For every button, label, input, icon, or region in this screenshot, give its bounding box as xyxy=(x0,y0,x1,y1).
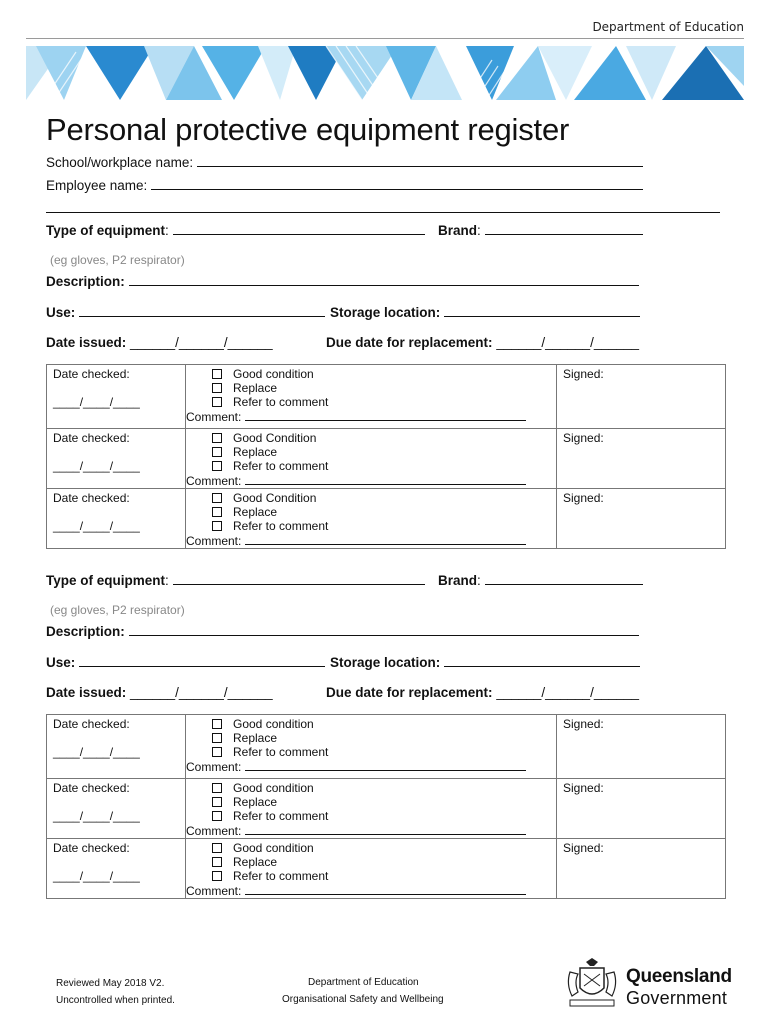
table-row xyxy=(47,715,726,779)
date-checked-label: Date checked: xyxy=(53,781,130,795)
signed-label[interactable]: Signed: xyxy=(563,431,604,445)
table-row xyxy=(47,429,726,489)
comment-field[interactable] xyxy=(186,473,550,488)
option-replace[interactable] xyxy=(186,445,550,459)
comment-label: Comment: xyxy=(186,474,242,488)
date-checked-label: Date checked: xyxy=(53,841,130,855)
option-label: Refer to comment xyxy=(233,395,329,409)
coat-of-arms-icon xyxy=(564,958,620,1010)
equipment-hint: (eg gloves, P2 respirator) xyxy=(50,603,185,617)
description-input-line[interactable] xyxy=(129,623,639,636)
employee-input-line[interactable] xyxy=(151,177,643,190)
comment-field[interactable] xyxy=(186,409,550,424)
checkbox-icon[interactable] xyxy=(212,857,222,867)
option-label: Refer to comment xyxy=(233,809,329,823)
inspection-table-1 xyxy=(46,364,726,549)
checkbox-icon[interactable] xyxy=(212,871,222,881)
decorative-banner xyxy=(26,46,744,100)
option-label: Refer to comment xyxy=(233,869,329,883)
comment-label: Comment: xyxy=(186,410,242,424)
option-label: Replace xyxy=(233,855,278,869)
brand-field-2[interactable]: Brand: xyxy=(438,572,643,588)
footer-department: Department of Education xyxy=(308,977,419,988)
checkbox-icon[interactable] xyxy=(212,783,222,793)
date-issued-field-1[interactable] xyxy=(46,335,273,350)
footer-unit: Organisational Safety and Wellbeing xyxy=(282,994,444,1005)
description-label: Description: xyxy=(46,274,125,289)
use-input-line[interactable] xyxy=(79,654,325,667)
option-replace[interactable] xyxy=(186,795,550,809)
footer-reviewed: Reviewed May 2018 V2. xyxy=(56,978,165,989)
description-label: Description: xyxy=(46,624,125,639)
date-checked-blank[interactable]: ____/____/____ xyxy=(53,869,140,883)
employee-name-field[interactable] xyxy=(46,177,643,193)
storage-label: Storage location: xyxy=(330,305,441,320)
option-label: Refer to comment xyxy=(233,519,329,533)
description-input-line[interactable] xyxy=(129,273,639,286)
option-refer[interactable] xyxy=(186,395,550,409)
date-checked-blank[interactable]: ____/____/____ xyxy=(53,395,140,409)
checkbox-icon[interactable] xyxy=(212,433,222,443)
option-label: Replace xyxy=(233,445,278,459)
brand-label: Brand xyxy=(438,223,478,238)
date-issued-label: Date issued: xyxy=(46,685,127,700)
date-checked-blank[interactable]: ____/____/____ xyxy=(53,745,140,759)
due-date-label: Due date for replacement: xyxy=(326,685,493,700)
comment-field[interactable] xyxy=(186,883,550,898)
school-label: School/workplace name: xyxy=(46,155,194,170)
table-row xyxy=(47,365,726,429)
option-label: Replace xyxy=(233,381,278,395)
checkbox-icon[interactable] xyxy=(212,507,222,517)
page-title: Personal protective equipment register xyxy=(46,112,570,147)
option-replace[interactable] xyxy=(186,381,550,395)
date-checked-blank[interactable]: ____/____/____ xyxy=(53,809,140,823)
comment-field[interactable] xyxy=(186,533,550,548)
option-good[interactable] xyxy=(186,717,550,731)
option-label: Good condition xyxy=(233,717,314,731)
comment-line[interactable] xyxy=(245,409,526,421)
checkbox-icon[interactable] xyxy=(212,397,222,407)
option-good[interactable] xyxy=(186,367,550,381)
option-label: Good Condition xyxy=(233,431,317,445)
brand-label: Brand xyxy=(438,573,478,588)
checkbox-icon[interactable] xyxy=(212,843,222,853)
use-field-2[interactable] xyxy=(46,654,325,670)
table-row xyxy=(47,779,726,839)
comment-label: Comment: xyxy=(186,760,242,774)
signed-label[interactable]: Signed: xyxy=(563,491,604,505)
comment-line[interactable] xyxy=(245,473,526,485)
checkbox-icon[interactable] xyxy=(212,493,222,503)
comment-line[interactable] xyxy=(245,533,526,545)
signed-label[interactable]: Signed: xyxy=(563,841,604,855)
use-field-1[interactable] xyxy=(46,304,325,320)
option-refer[interactable] xyxy=(186,809,550,823)
option-label: Replace xyxy=(233,731,278,745)
date-checked-label: Date checked: xyxy=(53,367,130,381)
school-workplace-field[interactable] xyxy=(46,154,643,170)
due-date-blank[interactable]: ______/______/______ xyxy=(496,335,639,350)
description-field-1[interactable] xyxy=(46,273,639,289)
employee-label: Employee name: xyxy=(46,178,148,193)
option-good[interactable] xyxy=(186,841,550,855)
option-replace[interactable] xyxy=(186,855,550,869)
storage-input-line[interactable] xyxy=(444,304,640,317)
date-issued-blank[interactable]: ______/______/______ xyxy=(130,685,273,700)
use-input-line[interactable] xyxy=(79,304,325,317)
comment-label: Comment: xyxy=(186,884,242,898)
logo-government: Government xyxy=(626,988,728,1008)
due-date-field-1[interactable] xyxy=(326,335,639,350)
option-label: Good condition xyxy=(233,781,314,795)
use-label: Use: xyxy=(46,305,76,320)
signed-label[interactable]: Signed: xyxy=(563,781,604,795)
checkbox-icon[interactable] xyxy=(212,521,222,531)
checkbox-icon[interactable] xyxy=(212,383,222,393)
type-of-equipment-field-1[interactable]: Type of equipment: xyxy=(46,222,425,238)
checkbox-icon[interactable] xyxy=(212,811,222,821)
date-issued-label: Date issued: xyxy=(46,335,127,350)
use-label: Use: xyxy=(46,655,76,670)
option-label: Refer to comment xyxy=(233,745,329,759)
comment-label: Comment: xyxy=(186,534,242,548)
checkbox-icon[interactable] xyxy=(212,369,222,379)
type-label: Type of equipment xyxy=(46,573,166,588)
due-date-blank[interactable]: ______/______/______ xyxy=(496,685,639,700)
date-checked-label: Date checked: xyxy=(53,491,130,505)
section-divider xyxy=(46,212,720,213)
storage-field-2[interactable] xyxy=(330,654,640,670)
type-label: Type of equipment xyxy=(46,223,166,238)
checkbox-icon[interactable] xyxy=(212,461,222,471)
queensland-government-logo xyxy=(564,958,744,1010)
brand-input-line[interactable] xyxy=(485,222,643,235)
option-refer[interactable] xyxy=(186,459,550,473)
type-input-line[interactable] xyxy=(173,572,425,585)
type-input-line[interactable] xyxy=(173,222,425,235)
type-of-equipment-field-2[interactable]: Type of equipment: xyxy=(46,572,425,588)
option-label: Refer to comment xyxy=(233,459,329,473)
option-good[interactable] xyxy=(186,781,550,795)
comment-line[interactable] xyxy=(245,883,526,895)
date-issued-blank[interactable]: ______/______/______ xyxy=(130,335,273,350)
date-checked-blank[interactable]: ____/____/____ xyxy=(53,459,140,473)
table-row xyxy=(47,839,726,899)
due-date-label: Due date for replacement: xyxy=(326,335,493,350)
checkbox-icon[interactable] xyxy=(212,447,222,457)
equipment-hint: (eg gloves, P2 respirator) xyxy=(50,253,185,267)
option-replace[interactable] xyxy=(186,731,550,745)
department-name: Department of Education xyxy=(592,20,744,34)
comment-label: Comment: xyxy=(186,824,242,838)
option-good[interactable] xyxy=(186,431,550,445)
table-row xyxy=(47,489,726,549)
option-label: Replace xyxy=(233,795,278,809)
date-checked-blank[interactable]: ____/____/____ xyxy=(53,519,140,533)
option-refer[interactable] xyxy=(186,519,550,533)
footer-uncontrolled: Uncontrolled when printed. xyxy=(56,995,175,1006)
option-label: Replace xyxy=(233,505,278,519)
date-checked-label: Date checked: xyxy=(53,431,130,445)
comment-line[interactable] xyxy=(245,759,526,771)
inspection-table-2 xyxy=(46,714,726,899)
logo-queensland: Queensland xyxy=(626,966,732,987)
school-input-line[interactable] xyxy=(197,154,643,167)
comment-field[interactable] xyxy=(186,759,550,774)
comment-line[interactable] xyxy=(245,823,526,835)
checkbox-icon[interactable] xyxy=(212,733,222,743)
storage-input-line[interactable] xyxy=(444,654,640,667)
due-date-field-2[interactable] xyxy=(326,685,639,700)
option-label: Good Condition xyxy=(233,491,317,505)
option-good[interactable] xyxy=(186,491,550,505)
option-refer[interactable] xyxy=(186,745,550,759)
storage-label: Storage location: xyxy=(330,655,441,670)
comment-field[interactable] xyxy=(186,823,550,838)
checkbox-icon[interactable] xyxy=(212,719,222,729)
brand-field-1[interactable]: Brand: xyxy=(438,222,643,238)
signed-label[interactable]: Signed: xyxy=(563,717,604,731)
date-issued-field-2[interactable] xyxy=(46,685,273,700)
checkbox-icon[interactable] xyxy=(212,747,222,757)
checkbox-icon[interactable] xyxy=(212,797,222,807)
brand-input-line[interactable] xyxy=(485,572,643,585)
storage-field-1[interactable] xyxy=(330,304,640,320)
option-replace[interactable] xyxy=(186,505,550,519)
option-refer[interactable] xyxy=(186,869,550,883)
option-label: Good condition xyxy=(233,367,314,381)
header-divider xyxy=(26,38,744,39)
date-checked-label: Date checked: xyxy=(53,717,130,731)
option-label: Good condition xyxy=(233,841,314,855)
description-field-2[interactable] xyxy=(46,623,639,639)
signed-label[interactable]: Signed: xyxy=(563,367,604,381)
